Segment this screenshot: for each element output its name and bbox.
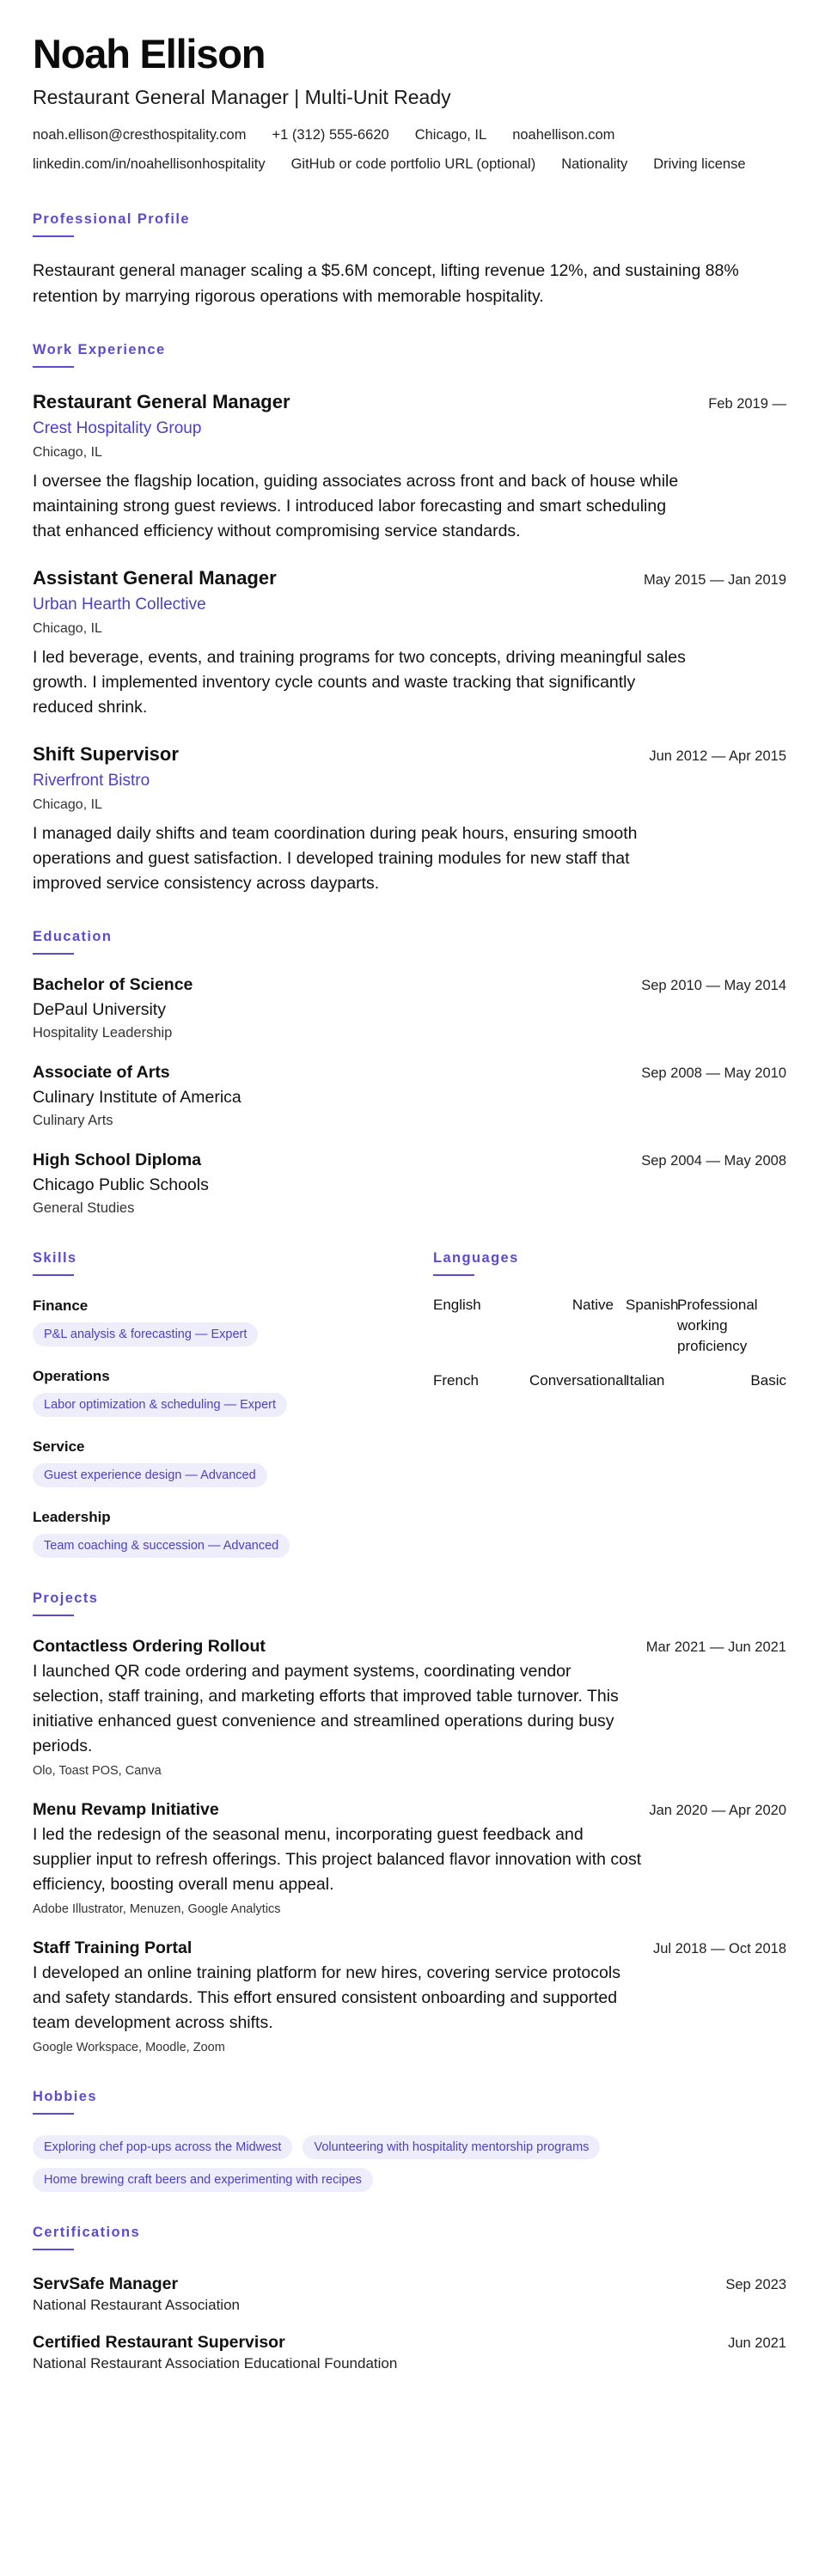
certifications-section [33, 2223, 786, 2374]
skills-heading: Skills [33, 1250, 77, 1266]
skill-group [33, 1297, 433, 1346]
language-name: French [433, 1372, 479, 1389]
hobby-chips [33, 2135, 686, 2192]
project-description: I led the redesign of the seasonal menu, incorporating guest feedback and supplier input to refresh offerings. This project balanced flavor innovation with cost efficiency, boosting overall menu appeal. [33, 1825, 642, 1894]
candidate-name: Noah Ellison [33, 31, 266, 76]
skill-category: Leadership [33, 1509, 111, 1525]
job-company: Riverfront Bistro [33, 772, 150, 790]
contact-nationality: Nationality [561, 156, 628, 172]
job-location: Chicago, IL [33, 445, 102, 460]
job-entry [33, 566, 786, 720]
resume-header [33, 31, 786, 179]
section-divider [33, 2113, 74, 2115]
language-level: Native [571, 1297, 614, 1313]
candidate-headline: Restaurant General Manager | Multi-Unit Ready [33, 86, 451, 108]
job-dates: Jun 2012 — Apr 2015 [649, 748, 786, 764]
job-location: Chicago, IL [33, 621, 102, 636]
certification-entry [33, 2273, 786, 2316]
work-heading: Work Experience [33, 342, 166, 357]
language-name: Italian [626, 1372, 665, 1389]
section-divider [33, 1615, 74, 1616]
section-divider [33, 366, 74, 368]
education-entry [33, 1149, 786, 1218]
section-divider [33, 235, 74, 237]
job-description: I led beverage, events, and training programs for two concepts, driving meaningful sales growth. I implemented inventory cycle counts and waste tracking that significantly reduced shrink. [33, 648, 686, 717]
project-dates: Jul 2018 — Oct 2018 [652, 1941, 786, 1956]
project-description: I launched QR code ordering and payment systems, coordinating vendor selection, staff training, and marketing efforts that improved table turnover. This initiative enhanced guest convenience and streamlined operations during busy periods. [33, 1662, 619, 1755]
education-field: Hospitality Leadership [33, 1025, 173, 1041]
skill-chip: Guest experience design — Advanced [33, 1463, 267, 1487]
education-degree: High School Diploma [33, 1151, 202, 1169]
projects-section [33, 1589, 786, 2056]
project-title: Staff Training Portal [33, 1938, 193, 1957]
job-company: Crest Hospitality Group [33, 419, 202, 437]
project-tech: Google Workspace, Moodle, Zoom [33, 2041, 225, 2054]
language-name: English [433, 1297, 481, 1313]
certification-entry [33, 2331, 786, 2374]
project-tech: Olo, Toast POS, Canva [33, 1764, 162, 1778]
skills-languages-row [33, 1248, 786, 1558]
profile-heading: Professional Profile [33, 211, 190, 227]
contact-github[interactable]: GitHub or code portfolio URL (optional) [290, 156, 536, 172]
job-title: Shift Supervisor [33, 743, 179, 765]
education-field: Culinary Arts [33, 1113, 113, 1128]
job-description: I oversee the flagship location, guiding associates across front and back of house while maintaining strong guest reviews. I introduced labor forecasting and smart scheduling that enhanced efficiency without compromising service standards. [33, 472, 679, 540]
certification-date: Sep 2023 [725, 2277, 786, 2292]
project-description: I developed an online training platform for new hires, covering service protocols and safety standards. This effort ensured consistent onboarding and supported team development across shifts. [33, 1963, 620, 2032]
education-dates: Sep 2008 — May 2010 [641, 1065, 786, 1081]
job-description: I managed daily shifts and team coordination during peak hours, ensuring smooth operations and guest satisfaction. I developed training modules for new staff that improved service consistency across dayparts. [33, 824, 638, 893]
skill-category: Operations [33, 1368, 110, 1384]
hobbies-heading: Hobbies [33, 2089, 97, 2104]
project-dates: Jan 2020 — Apr 2020 [649, 1803, 786, 1818]
hobby-chip: Exploring chef pop-ups across the Midwest [33, 2135, 292, 2159]
education-school: DePaul University [33, 1000, 166, 1019]
section-divider [33, 2249, 74, 2250]
skill-group [33, 1508, 433, 1558]
skill-category: Service [33, 1438, 85, 1455]
contact-email[interactable]: noah.ellison@cresthospitality.com [33, 127, 247, 143]
project-entry [33, 1635, 786, 1779]
skill-chip: Team coaching & succession — Advanced [33, 1534, 290, 1558]
job-entry [33, 390, 786, 544]
profile-section [33, 210, 786, 309]
certifications-heading: Certifications [33, 2225, 141, 2240]
contact-website[interactable]: noahellison.com [512, 127, 615, 143]
education-entry [33, 974, 786, 1042]
languages-section [433, 1248, 786, 1558]
contact-linkedin[interactable]: linkedin.com/in/noahellisonhospitality [33, 156, 266, 172]
project-dates: Mar 2021 — Jun 2021 [645, 1639, 786, 1655]
contact-list [33, 120, 786, 179]
certification-issuer: National Restaurant Association [33, 2297, 240, 2313]
education-dates: Sep 2010 — May 2014 [641, 978, 786, 993]
education-degree: Bachelor of Science [33, 975, 193, 994]
contact-phone[interactable]: +1 (312) 555-6620 [272, 127, 389, 143]
skill-chip: Labor optimization & scheduling — Expert [33, 1393, 287, 1417]
skill-category: Finance [33, 1297, 89, 1314]
project-entry [33, 1937, 786, 2056]
education-school: Culinary Institute of America [33, 1088, 241, 1107]
certification-date: Jun 2021 [728, 2335, 786, 2351]
job-location: Chicago, IL [33, 797, 102, 812]
work-section [33, 340, 786, 896]
hobby-chip: Home brewing craft beers and experimenting with recipes [33, 2168, 373, 2192]
section-divider [33, 953, 74, 955]
skill-group [33, 1367, 433, 1417]
certification-name: ServSafe Manager [33, 2274, 179, 2293]
certification-name: Certified Restaurant Supervisor [33, 2333, 285, 2352]
job-dates: Feb 2019 — [708, 396, 786, 412]
language-level: Professional working proficiency [677, 1297, 758, 1354]
job-title: Assistant General Manager [33, 567, 277, 589]
certification-issuer: National Restaurant Association Educational Foundation [33, 2355, 398, 2372]
project-entry [33, 1798, 786, 1918]
job-dates: May 2015 — Jan 2019 [643, 572, 786, 588]
skill-chip: P&L analysis & forecasting — Expert [33, 1322, 258, 1346]
languages-heading: Languages [433, 1250, 519, 1266]
education-entry [33, 1061, 786, 1130]
education-field: General Studies [33, 1200, 135, 1216]
contact-driving-license: Driving license [653, 156, 746, 172]
languages-grid [433, 1295, 786, 1391]
hobby-chip: Volunteering with hospitality mentorship programs [303, 2135, 600, 2159]
job-company: Urban Hearth Collective [33, 595, 206, 613]
language-level: Conversational [529, 1372, 627, 1389]
hobbies-section [33, 2087, 786, 2192]
project-title: Contactless Ordering Rollout [33, 1637, 266, 1656]
project-title: Menu Revamp Initiative [33, 1800, 219, 1819]
education-dates: Sep 2004 — May 2008 [641, 1153, 786, 1169]
education-section [33, 927, 786, 1218]
job-entry [33, 742, 786, 896]
section-divider [33, 1274, 74, 1276]
education-school: Chicago Public Schools [33, 1175, 209, 1194]
language-name: Spanish [626, 1297, 679, 1313]
education-heading: Education [33, 929, 113, 944]
section-divider [433, 1274, 474, 1276]
project-tech: Adobe Illustrator, Menuzen, Google Analytics [33, 1902, 281, 1916]
projects-heading: Projects [33, 1590, 99, 1606]
skill-group [33, 1438, 433, 1487]
education-degree: Associate of Arts [33, 1063, 170, 1082]
job-title: Restaurant General Manager [33, 391, 290, 412]
contact-location: Chicago, IL [414, 127, 487, 143]
skills-section [33, 1248, 433, 1558]
profile-summary: Restaurant general manager scaling a $5.6M concept, lifting revenue 12%, and sustaining 88% retention by marrying rigorous operations with memorable hospitality. [33, 261, 739, 306]
language-level: Basic [750, 1372, 786, 1389]
